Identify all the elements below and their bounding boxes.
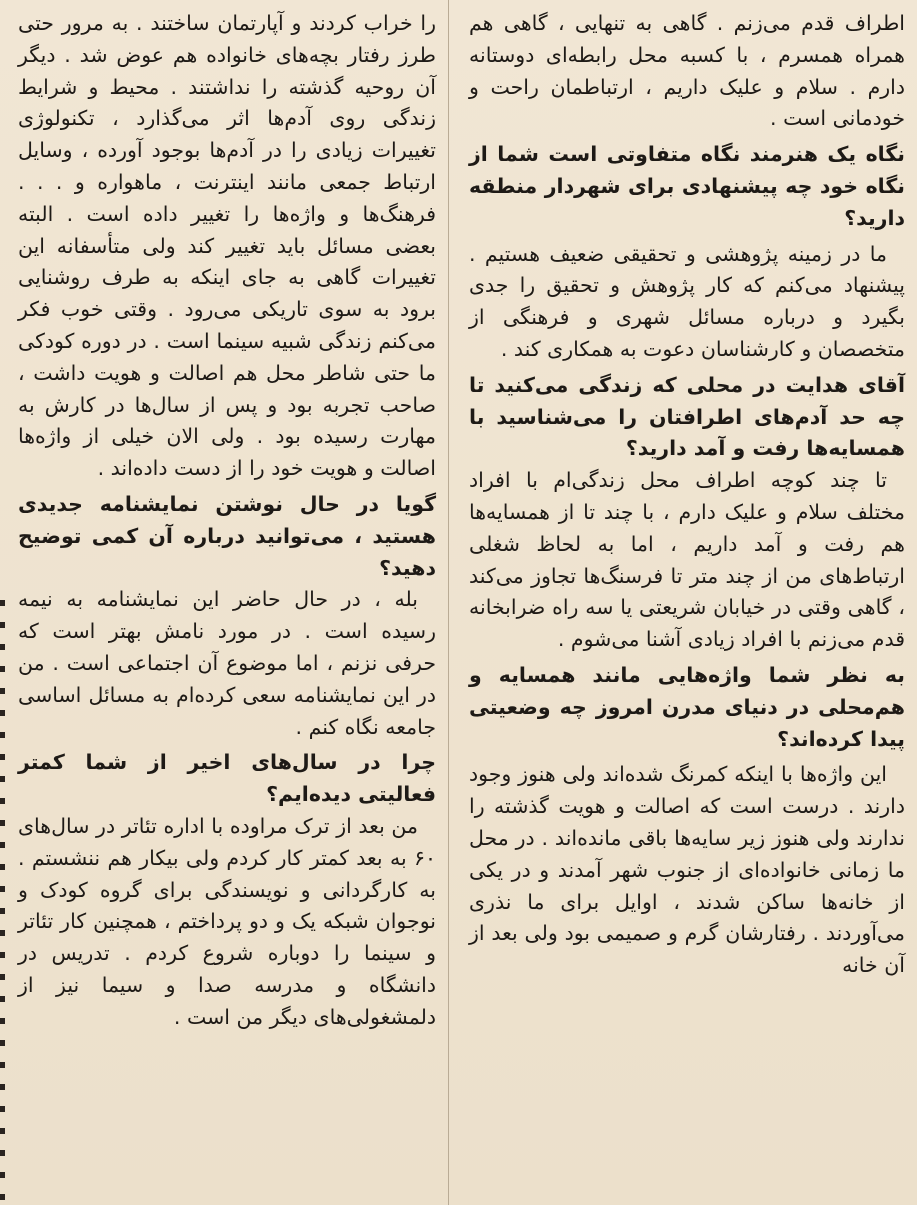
right-column bbox=[469, 8, 905, 982]
answer-paragraph: بله ، در حال حاضر این نمایشنامه به نیمه رسیده است . در مورد نامش بهتر است که حرفی نزنم ، اما موضوع آن اجتماعی است . من در این نمایشنامه سعی کرده‌ام به مسائل اساسی جامعه نگاه کنم . bbox=[18, 587, 436, 739]
interview-question: به نظر شما واژه‌هایی مانند همسایه و هم‌محلی در دنیای مدرن امروز چه وضعیتی پیدا کرده‌اند؟ bbox=[469, 662, 905, 751]
column-divider bbox=[448, 0, 449, 1205]
interview-question: چرا در سال‌های اخیر از شما کمتر فعالیتی دیده‌ایم؟ bbox=[18, 750, 436, 807]
answer-paragraph: من بعد از ترک مراوده با اداره تئاتر در سال‌های ۶۰ به بعد کمتر کار کردم ولی بیکار هم ننشستم . به کارگردانی و نویسندگی برای گروه کودک و نوجوان شبکه یک و دو پرداختم ، همچنین کار تئاتر و سینما را دوباره شروع کردم . تدریس در دانشگاه و مدرسه صدا و سیما نیز از دلمشغولی‌های دیگر من است . bbox=[18, 813, 436, 1029]
interview-question: گویا در حال نوشتن نمایشنامه جدیدی هستید ، می‌توانید درباره آن کمی توضیح دهید؟ bbox=[18, 491, 436, 580]
interview-question: آقای هدایت در محلی که زندگی می‌کنید تا چه حد آدم‌های اطرافتان را می‌شناسید با همسایه‌ها رفت و آمد دارید؟ bbox=[469, 372, 905, 461]
answer-paragraph: تا چند کوچه اطراف محل زندگی‌ام با افراد مختلف سلام و علیک دارم ، با چند تا از همسایه‌ها هم رفت و آمد داریم ، اما به لحاظ شغلی ارتباط‌های من از چند متر تا فرسنگ‌ها تجاوز می‌کند ، گاهی وقتی در خیابان شریعتی یا سه راه ضرابخانه قدم می‌زنم با افراد زیادی آشنا می‌شوم . bbox=[469, 468, 905, 652]
answer-paragraph: ما در زمینه پژوهشی و تحقیقی ضعیف هستیم . پیشنهاد می‌کنم که کار پژوهش و تحقیق را جدی بگیرد و درباره مسائل شهری و فرهنگی از متخصصان و کارشناسان دعوت به همکاری کند . bbox=[469, 241, 905, 361]
interview-question: نگاه یک هنرمند نگاه متفاوتی است شما از نگاه خود چه پیشنهادی برای شهردار منطقه دارید؟ bbox=[469, 142, 905, 230]
answer-paragraph: این واژه‌ها با اینکه کمرنگ شده‌اند ولی هنوز وجود دارند . درست است که اصالت و هویت گذشته را ندارند ولی هنوز زیر سایه‌ها باقی مانده‌اند . در محل ما زمانی خانواده‌ای از جنوب شهر آمدند و در یکی از خانه‌ها ساکن شدند ، اوایل برای ما نذری می‌آوردند . رفتارشان گرم و صمیمی بود ولی بعد از آن خانه bbox=[469, 762, 905, 978]
answer-paragraph: اطراف قدم می‌زنم . گاهی به تنهایی ، گاهی هم همراه همسرم ، با کسبه محل رابطه‌ای دوستانه دارم . سلام و علیک داریم ، ارتباطمان راحت و خودمانی است . bbox=[469, 11, 905, 131]
binding-edge-marks bbox=[0, 600, 5, 1200]
answer-paragraph: را خراب کردند و آپارتمان ساختند . به مرور حتی طرز رفتار بچه‌های خانواده هم عوض شد . دیگر آن روحیه گذشته را نداشتند . محیط و شرایط زندگی روی آدم‌ها اثر می‌گذارد ، تکنولوژی تغییرات زیادی را در آدم‌ها بوجود آورده ، وسایل ارتباط جمعی مانند اینترنت ، ماهواره و . . . فرهنگ‌ها و واژه‌ها را تغییر داده است . البته بعضی مسائل باید تغییر کند ولی متأسفانه این تغییرات گاهی به جای اینکه به طرف روشنایی برود به سوی تاریکی می‌رود . وقتی خوب فکر می‌کنم زندگی شبیه سینما است . در دوره کودکی ما حتی شاطر محل هم اصالت و هویت داشت ، صاحب تجربه بود و پس از سال‌ها در کارش به مهارت رسیده بود . ولی الان خیلی از واژه‌ها اصالت و هویت خود را از دست داده‌اند . bbox=[18, 11, 436, 481]
left-column bbox=[18, 8, 436, 1034]
